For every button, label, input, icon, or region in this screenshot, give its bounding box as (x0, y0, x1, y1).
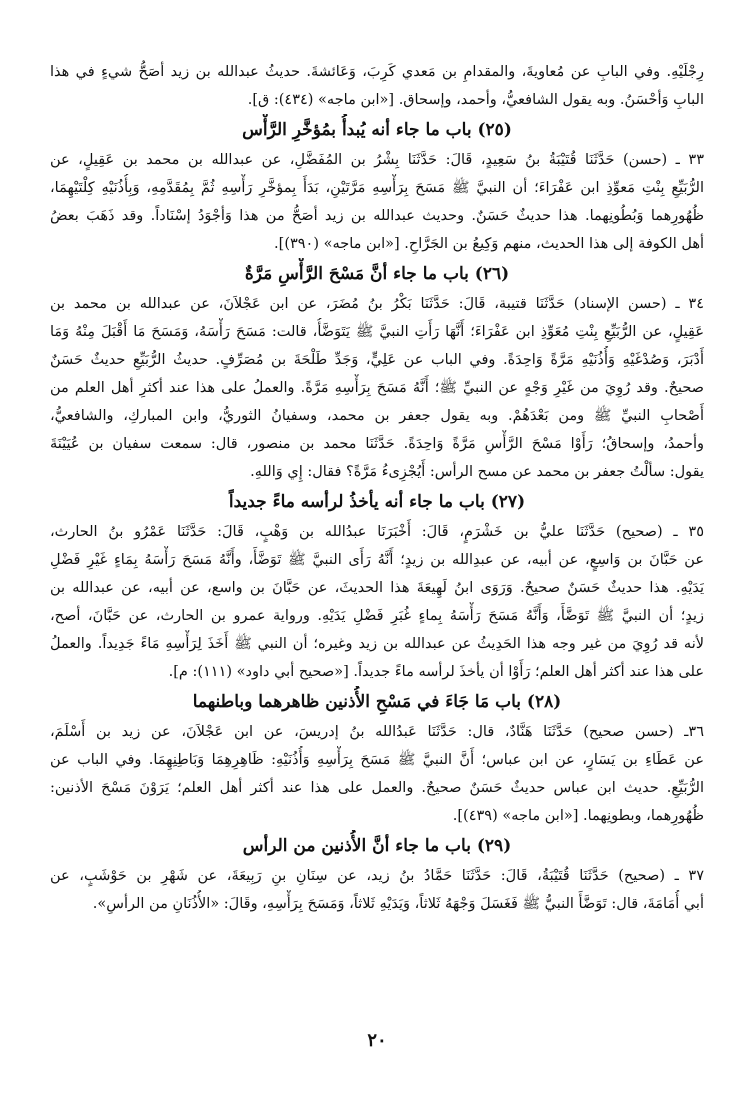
text-line: البابِ وَأحْسَنُ. وبه يقول الشافعيُّ، وأحمد، وإسحاق. [«ابن ماجه» (٤٣٤): ق]. (247, 92, 704, 108)
text-line: أهل الكوفة إلى هذا الحديث، منهم وَكِيعُ بن الجَرَّاحِ. [«ابن ماجه» (٣٩٠)]. (274, 236, 704, 252)
text-line: أَصْحابِ النبيِّ ﷺ ومن بَعْدَهُمْ. وبه يقول جعفر بن محمد، وسفيانُ الثوريُّ، وابن المباركِ، والشافعيُّ، (50, 408, 704, 424)
text-line: يَدَيْهِ. هذا حديثٌ حَسَنٌ صحيحٌ. وَرَوَى ابنُ لَهِيعَةَ هذا الحديثَ، عن حَبَّانَ بن واسع، عن أبيه، عن عبدالله بن (50, 580, 704, 596)
text-line: وأحمدُ، وإسحاقُ؛ رَأَوْا مَسْحَ الرَّأْسِ مَرَّةً وَاحِدَةً. حَدَّثَنَا محمد بن منصور، قال: سمعت سفيان بن عُيَيْنَةَ (50, 436, 704, 452)
text-line: عَقِيلٍ، عن الرُّبَيِّعِ بِنْتِ مُعَوِّذِ ابن عَفْرَاءَ؛ أَنَّهَا رَأَتِ النبيَّ ﷺ يَتَوَضَّأُ، قالت: مَسَحَ رَأْسَهُ، وَمَسَحَ مَا أَقْبَلَ مِنْهُ وَمَا (50, 324, 704, 340)
text-line: صحيحٌ. وقد رُوِيَ من غَيْرِ وَجْهٍ عن النبيِّ ﷺ؛ أَنَّهُ مَسَحَ بِرَأْسِهِ مَرَّةً. والعملُ على هذا عند أكثرِ أهل العلم من (50, 380, 704, 396)
text-line: على هذا عند أكثر أهل العلم؛ رَأَوْا أن يأخذَ لرأسه ماءً جديداً. [«صحيح أبي داود» (١١١): م]. (168, 664, 704, 680)
text-line: أَدْبَرَ، وَصُدْغَيْهِ وَأُذُنَيْهِ مَرَّةً وَاحِدَةً. وفي الباب عن عَلِيٍّ، وَجَدِّ طَلْحَةَ بن مُصَرِّفٍ. حديثُ الرُّبَيِّعِ حديثٌ حَسَنٌ (50, 352, 704, 368)
chapter-heading: (٢٥) باب ما جاء أنه يُبدأُ بمُؤخَّرِ الرَّأْس (242, 120, 512, 140)
chapter-heading: (٢٧) باب ما جاء أنه يأخذُ لرأسه ماءً جديداً (228, 492, 526, 512)
text-line: ٣٦ـ (حسن صحيح) حَدَّثَنَا هَنَّادٌ، قال: حَدَّثَنَا عَبدُالله بنُ إدريسَ، عن ابن عَجْلاَنَ، عن زيد بن أَسْلَمَ، (50, 724, 704, 740)
text-line: ٣٧ ـ (صحيح) حَدَّثَنَا قُتَيْبَةُ، قَالَ: حَدَّثَنَا حَمَّادُ بنُ زيد، عن سِنَانِ بنِ رَبِيعَةَ، عن شَهْرِ بن حَوْشَبٍ، عن (50, 868, 704, 884)
text-line: لأنه قد رُوِيَ من غير وجه هذا الحَدِيثُ عن عبدالله بن زيد وغيره؛ أن النبي ﷺ أَخَذَ لِرَأْسِهِ مَاءً جَدِيداً. والعملُ (50, 636, 704, 652)
text-line: أبي أُمَامَةَ، قال: تَوَضَّأَ النبيُّ ﷺ فَغَسَلَ وَجْهَهُ ثَلاثاً، وَيَدَيْهِ ثَلاثاً، وَمَسَحَ بِرَأْسِهِ، وقَالَ: «الأُذُنَانِ من الرأسِ». (92, 896, 704, 912)
text-line: ظُهُورِهما، وبطونِهما. [«ابن ماجه» (٤٣٩)]. (452, 808, 704, 824)
text-line: ٣٤ ـ (حسن الإسناد) حَدَّثَنَا قتيبة، قَالَ: حَدَّثَنَا بَكْرُ بنُ مُضَرَ، عن ابن عَجْلاَنَ، عن عبدالله بن محمد بن (50, 296, 704, 312)
chapter-heading: (٢٩) باب ما جاء أنَّ الأُذنين من الرأس (242, 836, 512, 856)
page-number: ٢٠ (367, 1030, 387, 1051)
text-line: ٣٥ ـ (صحيح) حَدَّثَنَا عليُّ بن خَشْرَمٍ، قَالَ: أَخْبَرَنَا عبدُالله بن وَهْبٍ، قَالَ: حَدَّثَنَا عَمْرُو بنُ الحارث، (50, 524, 704, 540)
text-line: عن عَطَاءِ بن يَسَارٍ، عن ابن عباس؛ أَنَّ النبيَّ ﷺ مَسَحَ بِرَأْسِهِ وَأُذُنَيْهِ: ظَاهِرِهِمَا وَبَاطِنِهِمَا. وفي الباب عن (50, 752, 704, 768)
text-line: عن حَبَّانَ بن وَاسِعٍ، عن أبيه، عن عبدِالله بن زيدٍ؛ أَنَّهُ رَأَى النبيَّ ﷺ تَوَضَّأَ، وأَنَّهُ مَسَحَ رَأْسَهُ بِمَاءٍ غَيْرِ فَضْلِ (50, 552, 704, 568)
chapter-heading: (٢٨) باب مَا جَاءَ في مَسْحِ الأُذنين ظاهرهما وباطنهما (192, 692, 562, 712)
text-line: ظُهُورِهما وَبُطُونِهما. هذا حديثٌ حَسَنٌ. وحديث عبدالله بن زيد أصَحُّ من هذا وَأجْوَدُ إسْنَاداً. وقد ذَهَبَ بعضُ (50, 208, 704, 224)
text-line: الرُّبَيِّعِ بِنْتِ مَعوِّذِ ابن عَفْرَاءَ؛ أن النبيَّ ﷺ مَسَحَ بِرَأْسِهِ مَرَّتَيْنِ، بَدَأَ بِمؤخَّرِ رَأْسِهِ ثُمَّ بِمُقَدَّمِهِ، وَبِأُذُنَيْهِ كِلْتَيْهِمَا، (50, 180, 704, 196)
page-body (50, 58, 704, 918)
text-line: يقول: سألْتُ جعفر بن محمد عن مسح الرأس: أَيُجْزِىءُ مَرَّةً؟ فقال: إِي وَاللهِ. (250, 464, 704, 480)
text-line: ٣٣ ـ (حسن) حَدَّثَنَا قُتَيْبَةُ بنُ سَعِيدٍ، قَالَ: حَدَّثَنَا بِشْرُ بن المُفَضَّلِ، عن عبدالله بن محمد بن عَقِيلٍ، عن (50, 152, 704, 168)
text-line: رِجْلَيْهِ. وفي البابِ عن مُعاويةَ، والمقدامِ بن مَعدي كَرِبَ، وَعَائشةَ. حديثُ عبدالله بن زيد أصَحُّ شيءٍ في هذا (50, 64, 704, 80)
text-line: الرُّبَيِّعِ. حديث ابن عباس حديثٌ حَسَنٌ صحيحٌ. والعمل على هذا عند أكثر أهل العلم؛ يَرَوْنَ مَسْحَ الأذنين: (50, 780, 704, 796)
chapter-heading: (٢٦) باب ما جاء أنَّ مَسْحَ الرَّأْسِ مَرَّةٌ (244, 264, 510, 284)
text-line: زيدٍ؛ أن النبيَّ ﷺ تَوَضَّأَ، وَأَنَّهُ مَسَحَ رَأْسَهُ بِماءٍ غُبَرِ فَضْلِ يَدَيْهِ. ورواية عمرو بن الحارث، عن حَبَّانَ، أصح، (50, 608, 704, 624)
